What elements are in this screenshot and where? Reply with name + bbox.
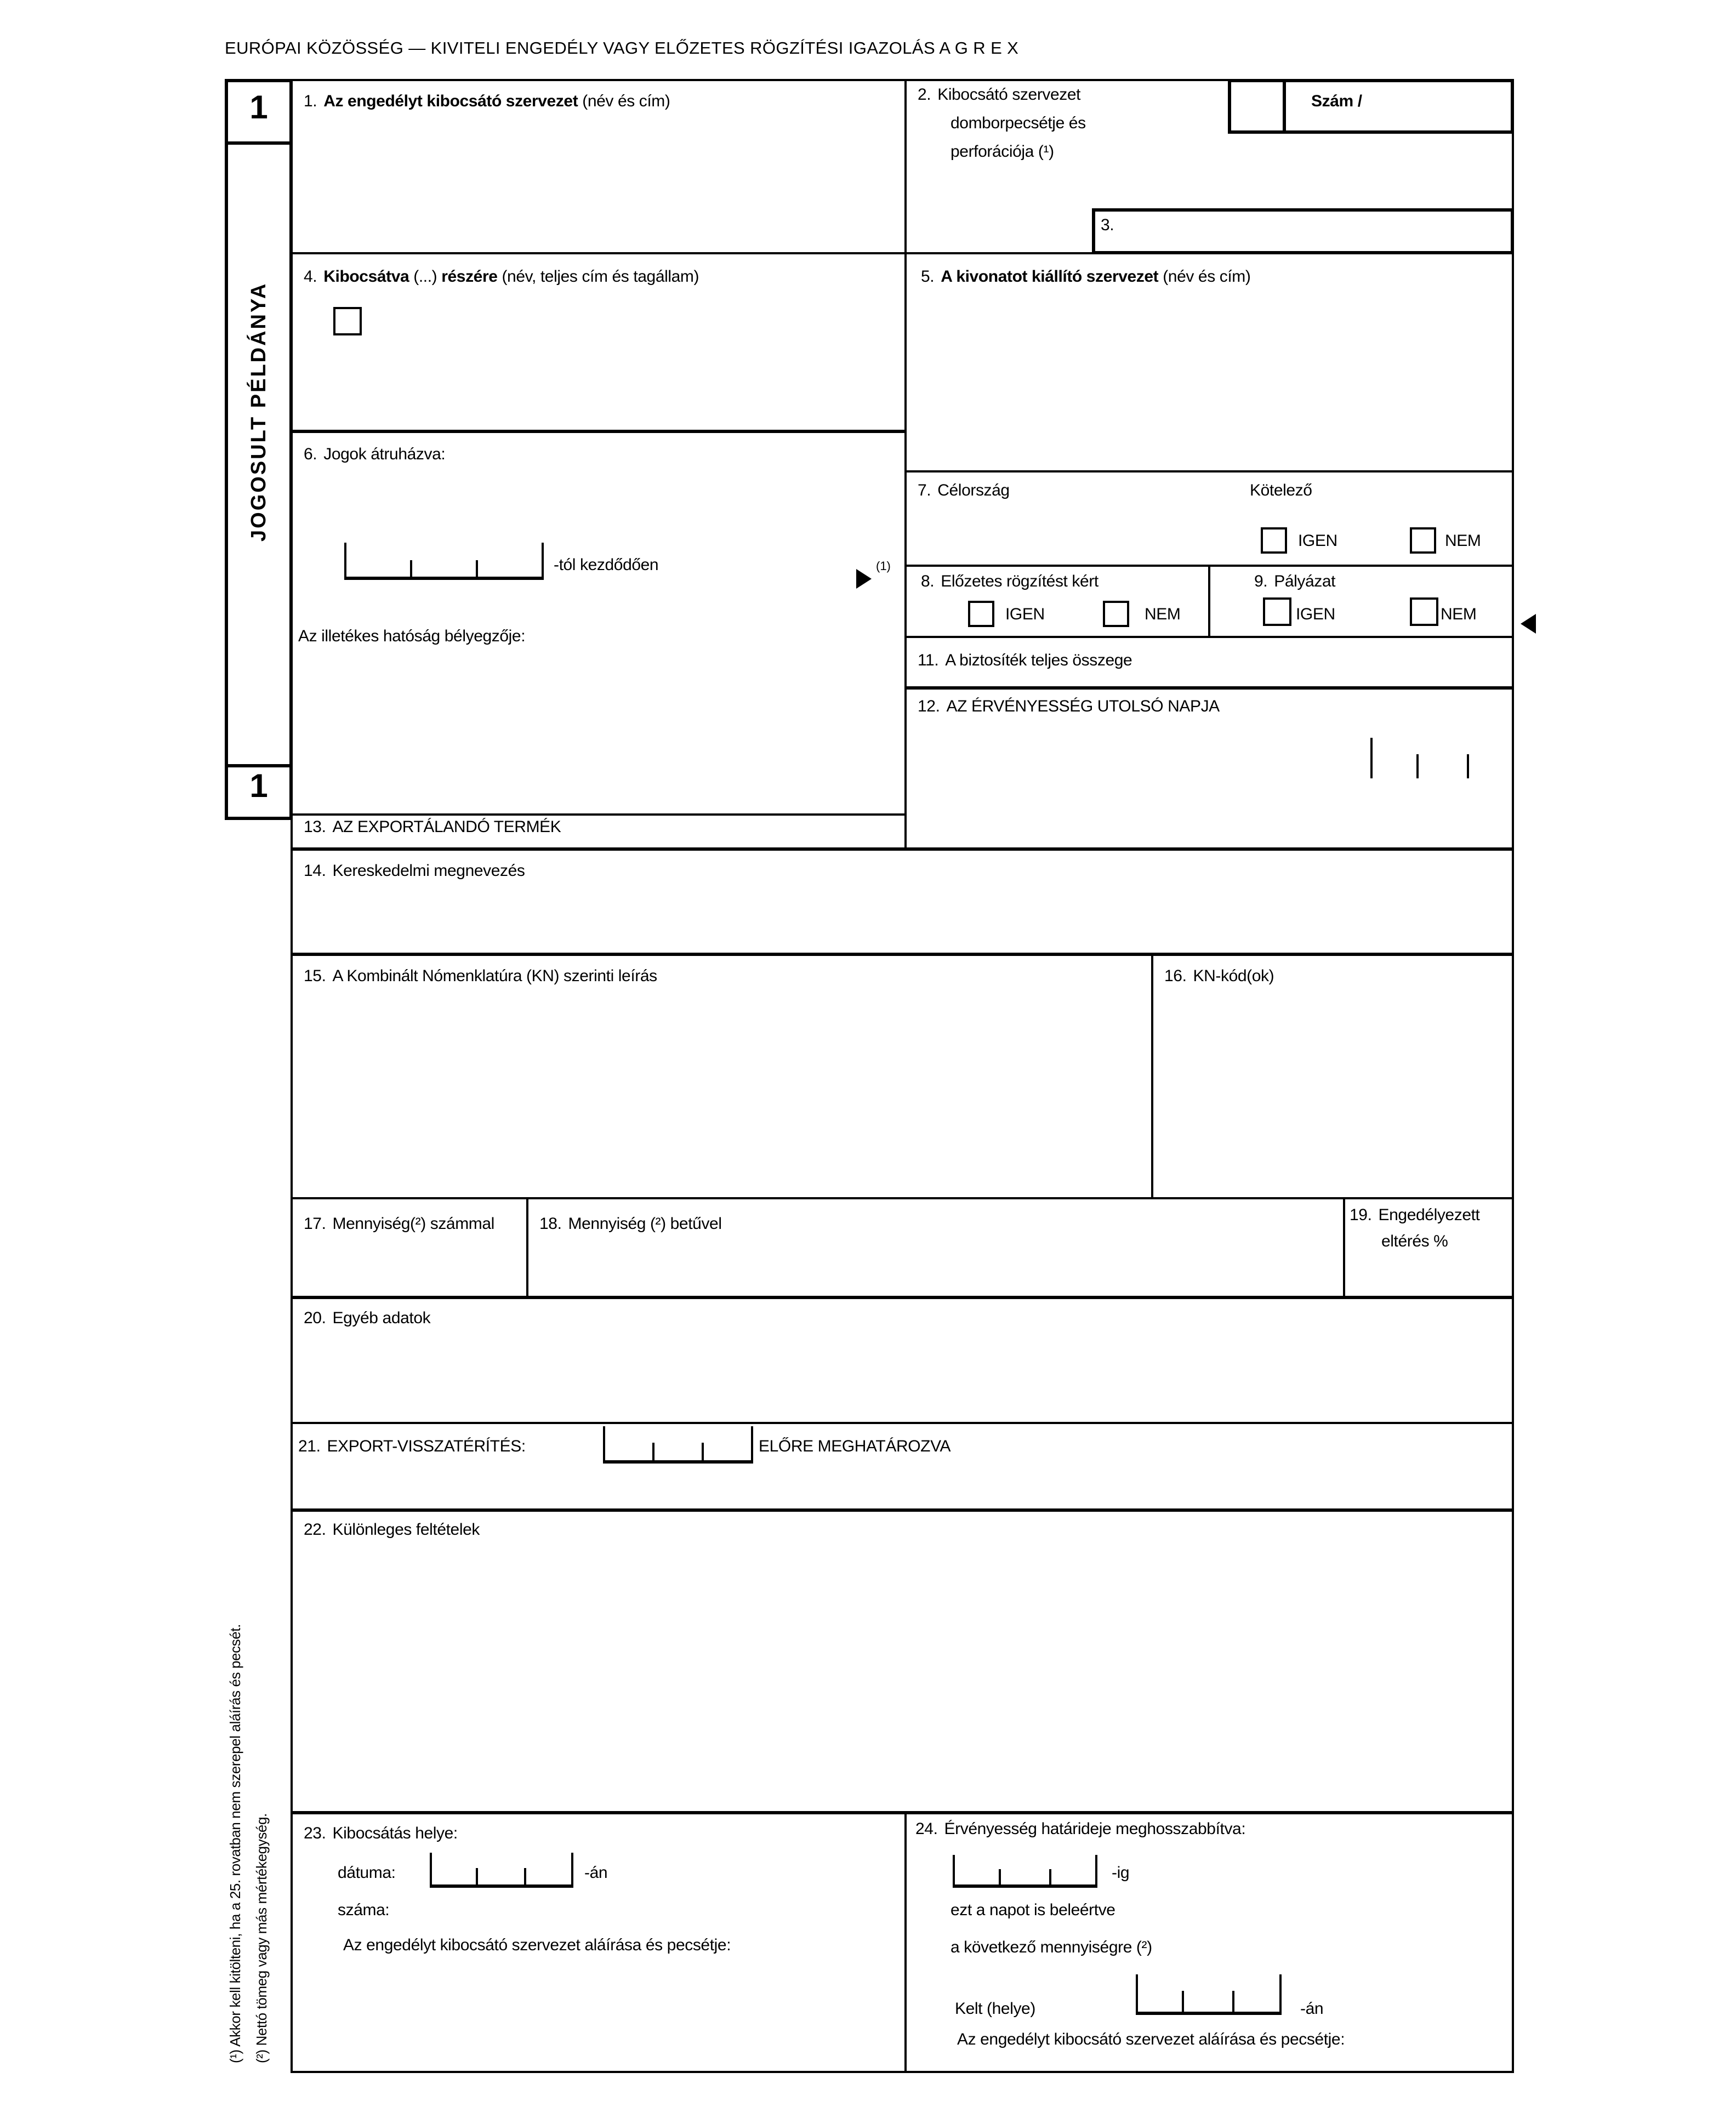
box4-label-bold2: részére: [441, 267, 498, 286]
box7-destination-label: [918, 481, 1010, 500]
note1-marker: (1): [876, 560, 891, 573]
comb-tick: [999, 1869, 1001, 1884]
box11-label: A biztosíték teljes összege: [945, 651, 1132, 670]
box24-until-date-field[interactable]: [953, 1855, 1097, 1888]
box24-label: Érvényesség határideje meghosszabbítva:: [944, 1820, 1246, 1838]
box2-line2: domborpecsétje és: [950, 114, 1086, 133]
grid-line: [291, 1508, 1514, 1512]
box13-number: 13.: [304, 818, 326, 836]
box15-cn-description-label: [304, 967, 657, 986]
box19-tolerance-line2: eltérés %: [1381, 1232, 1448, 1251]
box16-cn-code-label: [1164, 967, 1274, 986]
grid-line: [291, 1197, 1514, 1199]
box20-number: 20.: [304, 1309, 326, 1328]
box9-number: 9.: [1254, 572, 1268, 591]
box6-from-suffix: -tól kezdődően: [554, 556, 659, 574]
box4-issued-to-label: [304, 267, 699, 287]
box7-no-checkbox[interactable]: [1410, 527, 1436, 554]
box2-line3: perforációja (¹): [950, 143, 1054, 161]
box23-date-suffix: -án: [584, 1864, 608, 1882]
box8-label: Előzetes rögzítést kért: [941, 572, 1098, 591]
box23-place-of-issue-label: [304, 1824, 458, 1843]
box4-checkbox[interactable]: [333, 307, 362, 335]
comb-tick: [476, 560, 478, 577]
grid-line: [291, 813, 904, 816]
box15-number: 15.: [304, 967, 326, 986]
box1-label-bold: Az engedélyt kibocsátó szervezet: [323, 92, 578, 111]
left-arrow-icon: [1521, 614, 1536, 634]
box4-label-mid: (...): [409, 267, 442, 286]
box4-label-bold1: Kibocsátva: [323, 267, 409, 286]
box19-tolerance-line1: [1350, 1206, 1479, 1225]
box8-no-checkbox[interactable]: [1103, 601, 1129, 627]
box17-label: Mennyiség(²) számmal: [332, 1215, 494, 1233]
footnote-1: (¹) Akkor kell kitölteni, ha a 25. rovatban nem szerepel aláírás és pecsét.: [227, 1624, 243, 2063]
box7-number: 7.: [918, 481, 931, 500]
box23-number: 23.: [304, 1824, 326, 1843]
box14-commercial-name-label: [304, 862, 525, 881]
box2-number: 2.: [918, 86, 931, 104]
box23-signature-label: Az engedélyt kibocsátó szervezet aláírása és pecsétje:: [343, 1936, 731, 1955]
comb-tick: [652, 1443, 654, 1460]
box6-number: 6.: [304, 445, 317, 464]
box6-stamp-label: Az illetékes hatóság bélyegzője:: [298, 627, 526, 646]
grid-line: [291, 847, 1514, 851]
comb-tick: [1049, 1869, 1051, 1884]
comb-tick: [702, 1443, 704, 1460]
box17-quantity-figures-label: [304, 1215, 494, 1234]
box16-label: KN-kód(ok): [1193, 967, 1274, 986]
grid-line: [1512, 79, 1514, 2073]
form-title: EURÓPAI KÖZÖSSÉG — KIVITELI ENGEDÉLY VAGY ELŐZETES RÖGZÍTÉSI IGAZOLÁS A G R E X: [225, 39, 1019, 58]
box9-label: Pályázat: [1274, 572, 1336, 591]
grid-line: [1151, 953, 1153, 1197]
box18-number: 18.: [539, 1215, 562, 1233]
box23-date-label: dátuma:: [338, 1864, 396, 1882]
box7-yes-label: IGEN: [1298, 532, 1337, 550]
grid-line: [1208, 565, 1210, 636]
box21-predetermined-label: ELŐRE MEGHATÁROZVA: [759, 1437, 951, 1456]
box7-yes-checkbox[interactable]: [1261, 527, 1287, 554]
comb-tick: [1182, 1991, 1184, 2012]
box20-other-data-label: [304, 1309, 430, 1328]
box19-label-line1: Engedélyezett: [1378, 1206, 1480, 1225]
copy-holder-label: JOGOSULT PÉLDÁNYA: [248, 282, 271, 542]
box12-label: AZ ÉRVÉNYESSÉG UTOLSÓ NAPJA: [946, 697, 1220, 716]
comb-tick: [1232, 1991, 1234, 2012]
grid-line: [904, 686, 1514, 690]
box21-export-refund-label: [298, 1437, 526, 1456]
grid-line: [291, 953, 1514, 956]
copy-strip-divider: [225, 764, 293, 767]
box5-label-rest: (név és cím): [1158, 267, 1251, 286]
box20-label: Egyéb adatok: [332, 1309, 431, 1328]
box12-validity-label: [918, 697, 1220, 716]
box22-number: 22.: [304, 1521, 326, 1539]
grid-line: [1343, 1197, 1345, 1296]
box24-until-suffix: -ig: [1112, 1864, 1130, 1882]
box23-label: Kibocsátás helye:: [332, 1824, 458, 1843]
comb-tick: [410, 560, 412, 577]
box11-security-amount-label: [918, 651, 1132, 670]
box7-mandatory-label: Kötelező: [1250, 481, 1312, 500]
copy-strip-divider: [225, 141, 293, 145]
box9-no-label: NEM: [1441, 605, 1477, 624]
box5-extract-org-label: [921, 267, 1250, 287]
box24-done-date-field[interactable]: [1136, 1974, 1282, 2015]
box18-quantity-words-label: [539, 1215, 722, 1234]
comb-tick: [1467, 754, 1469, 778]
box24-validity-extended-label: [915, 1820, 1245, 1839]
box9-yes-label: IGEN: [1296, 605, 1335, 624]
grid-line: [291, 2071, 1514, 2073]
box22-label: Különleges feltételek: [332, 1521, 480, 1539]
box18-label: Mennyiség (²) betűvel: [568, 1215, 722, 1233]
grid-line: [904, 79, 907, 851]
box5-label-bold: A kivonatot kiállító szervezet: [941, 267, 1159, 286]
box24-including-label: ezt a napot is beleértve: [950, 1901, 1115, 1920]
box21-refund-field[interactable]: [603, 1426, 753, 1464]
box9-yes-checkbox[interactable]: [1263, 597, 1291, 626]
box6-date-field[interactable]: [344, 543, 544, 580]
box1-issuing-org-label: [304, 92, 670, 111]
box4-number: 4.: [304, 267, 317, 286]
box14-number: 14.: [304, 862, 326, 880]
box16-number: 16.: [1164, 967, 1187, 986]
grid-line: [291, 1296, 1514, 1299]
box3-number: 3.: [1101, 216, 1114, 235]
box7-label: Célország: [937, 481, 1010, 500]
box19-number: 19.: [1350, 1206, 1372, 1225]
comb-tick: [476, 1868, 478, 1884]
box13-product-label: [304, 818, 561, 837]
copy-number-bottom: 1: [249, 768, 268, 805]
szam-label: Szám /: [1311, 92, 1362, 111]
box3-cell[interactable]: [1092, 208, 1514, 254]
licence-number-box-divider: [1283, 79, 1286, 134]
box22-special-conditions-label: [304, 1521, 480, 1540]
grid-line: [904, 636, 1514, 638]
box14-label: Kereskedelmi megnevezés: [332, 862, 525, 880]
box8-yes-checkbox[interactable]: [968, 601, 994, 627]
box17-number: 17.: [304, 1215, 326, 1233]
box8-advance-fixing-label: [921, 572, 1098, 591]
box4-label-rest: (név, teljes cím és tagállam): [497, 267, 699, 286]
box23-number-label: száma:: [338, 1901, 390, 1920]
box9-tender-label: [1254, 572, 1335, 591]
box7-no-label: NEM: [1445, 532, 1481, 550]
grid-line: [904, 1811, 907, 2073]
box15-label: A Kombinált Nómenklatúra (KN) szerinti leírás: [332, 967, 657, 986]
box21-number: 21.: [298, 1437, 321, 1456]
grid-line: [291, 1422, 1514, 1424]
box2-line1: [918, 86, 1080, 105]
box23-date-field[interactable]: [430, 1853, 573, 1888]
box24-place-label: Kelt (helye): [955, 2000, 1035, 2018]
box8-number: 8.: [921, 572, 935, 591]
grid-line: [526, 1197, 528, 1296]
comb-tick: [524, 1868, 526, 1884]
box24-quantity-label: a következő mennyiségre (²): [950, 1938, 1152, 1957]
box1-label-rest: (név és cím): [578, 92, 670, 111]
box11-number: 11.: [918, 651, 939, 670]
comb-tick: [1416, 754, 1419, 778]
grid-line: [904, 470, 1514, 472]
box8-yes-label: IGEN: [1005, 605, 1045, 624]
grid-line: [291, 430, 904, 433]
box24-number: 24.: [915, 1820, 938, 1838]
box24-date-suffix: -án: [1300, 2000, 1324, 2018]
box6-rights-transferred-label: [304, 445, 445, 464]
box21-label: EXPORT-VISSZATÉRÍTÉS:: [327, 1437, 526, 1456]
box5-number: 5.: [921, 267, 935, 286]
comb-tick: [1370, 738, 1373, 778]
grid-line: [291, 1811, 1514, 1814]
box24-signature-label: Az engedélyt kibocsátó szervezet aláírása és pecsétje:: [957, 2030, 1345, 2049]
seal-number-cell[interactable]: [1231, 82, 1283, 130]
copy-number-top: 1: [249, 90, 268, 126]
box13-label: AZ EXPORTÁLANDÓ TERMÉK: [332, 818, 561, 836]
box2-label-line1: Kibocsátó szervezet: [937, 86, 1081, 104]
box12-number: 12.: [918, 697, 940, 716]
box1-number: 1.: [304, 92, 317, 111]
box6-label: Jogok átruházva:: [323, 445, 446, 464]
box9-no-checkbox[interactable]: [1410, 597, 1438, 626]
box12-date-field[interactable]: [1359, 729, 1491, 784]
box8-no-label: NEM: [1145, 605, 1181, 624]
footnote-2: (²) Nettó tömeg vagy más mértékegység.: [253, 1813, 270, 2063]
note1-arrow-icon: [856, 569, 872, 589]
